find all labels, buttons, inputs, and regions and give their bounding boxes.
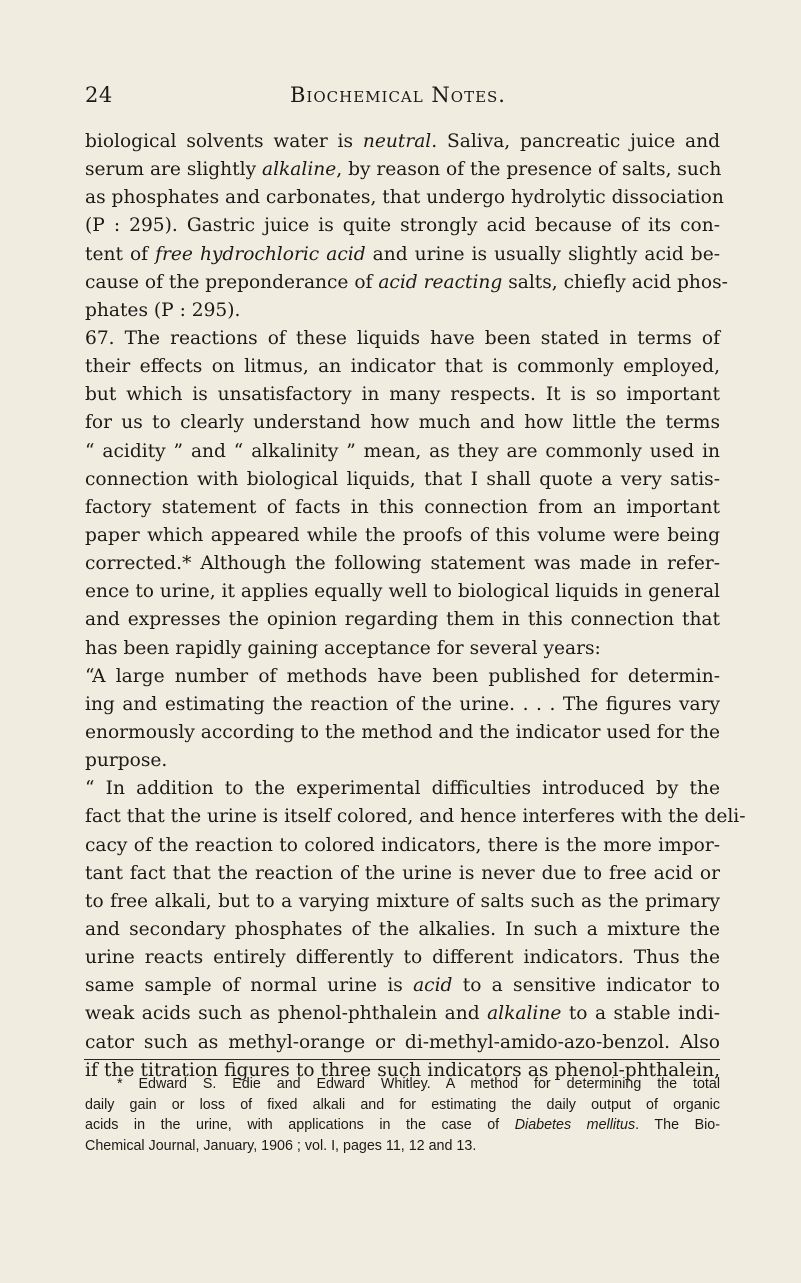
text-line: serum are slightly alkaline, by reason of the presence of salts, such <box>85 159 722 181</box>
text-line: factory statement of facts in this connection from an important <box>85 496 720 518</box>
text-line: for us to clearly understand how much and how little the terms <box>85 412 720 434</box>
text-line: 67. The reactions of these liquids have been stated in terms of <box>85 327 720 349</box>
text-line: to free alkali, but to a varying mixture of salts such as the primary <box>85 890 720 912</box>
text-line: as phosphates and carbonates, that undergo hydrolytic dissociation <box>85 187 724 209</box>
text-line: ing and estimating the reaction of the urine. . . . The figures vary <box>85 693 720 715</box>
footnote-line: daily gain or loss of fixed alkali and for estimating the daily output of organic <box>85 1096 720 1113</box>
text-line: but which is unsatisfactory in many respects. It is so important <box>85 384 720 406</box>
footnote-divider <box>84 1059 720 1060</box>
text-line: and expresses the opinion regarding them in this connection that <box>85 609 720 631</box>
text-line: “ In addition to the experimental difficulties introduced by the <box>85 778 720 800</box>
text-line: has been rapidly gaining acceptance for several years: <box>85 637 601 659</box>
text-line: paper which appeared while the proofs of this volume were being <box>85 524 720 546</box>
text-line: enormously according to the method and the indicator used for the <box>85 721 721 743</box>
footnote-line: * Edward S. Edie and Edward Whitley. A method for determining the total <box>117 1076 720 1092</box>
text-line: “ acidity ” and “ alkalinity ” mean, as they are commonly used in <box>85 440 720 462</box>
text-line: phates (P : 295). <box>85 299 241 321</box>
text-line: if the titration figures to three such indicators as phenol-phthalein, <box>85 1059 720 1081</box>
text-line: purpose. <box>85 750 168 772</box>
footnote <box>85 1074 720 1156</box>
text-line: urine reacts entirely differently to different indicators. Thus the <box>85 947 720 969</box>
footnote-line: acids in the urine, with applications in the case of Diabetes mellitus. The Bio- <box>85 1117 720 1133</box>
text-line: weak acids such as phenol-phthalein and alkaline to a stable indi- <box>85 1003 720 1025</box>
text-line: their effects on litmus, an indicator that is commonly employed, <box>85 356 720 378</box>
page-header <box>85 83 725 113</box>
body-text <box>85 128 746 1085</box>
text-line: tent of free hydrochloric acid and urine is usually slightly acid be- <box>85 243 720 265</box>
text-line: fact that the urine is itself colored, and hence interferes with the deli- <box>85 806 746 828</box>
running-title: Biochemical Notes. <box>290 83 506 107</box>
text-line: same sample of normal urine is acid to a sensitive indicator to <box>85 975 720 997</box>
footnote-line: Chemical Journal, January, 1906 ; vol. I, pages 11, 12 and 13. <box>85 1137 477 1154</box>
text-line: ence to urine, it applies equally well to biological liquids in general <box>85 581 720 603</box>
text-line: (P : 295). Gastric juice is quite strongly acid because of its con- <box>85 215 720 237</box>
text-line: cator such as methyl-orange or di-methyl-amido-azo-benzol. Also <box>85 1031 720 1053</box>
text-line: “A large number of methods have been published for determin- <box>85 665 720 687</box>
text-line: biological solvents water is neutral. Saliva, pancreatic juice and <box>85 131 720 152</box>
text-line: cacy of the reaction to colored indicators, there is the more impor- <box>85 834 720 856</box>
text-line: corrected.* Although the following statement was made in refer- <box>85 553 720 575</box>
page-number: 24 <box>85 83 113 107</box>
text-line: connection with biological liquids, that I shall quote a very satis- <box>85 468 720 490</box>
text-line: tant fact that the reaction of the urine is never due to free acid or <box>85 862 720 884</box>
text-line: cause of the preponderance of acid reacting salts, chiefly acid phos- <box>85 271 728 293</box>
text-line: and secondary phosphates of the alkalies. In such a mixture the <box>85 918 720 940</box>
